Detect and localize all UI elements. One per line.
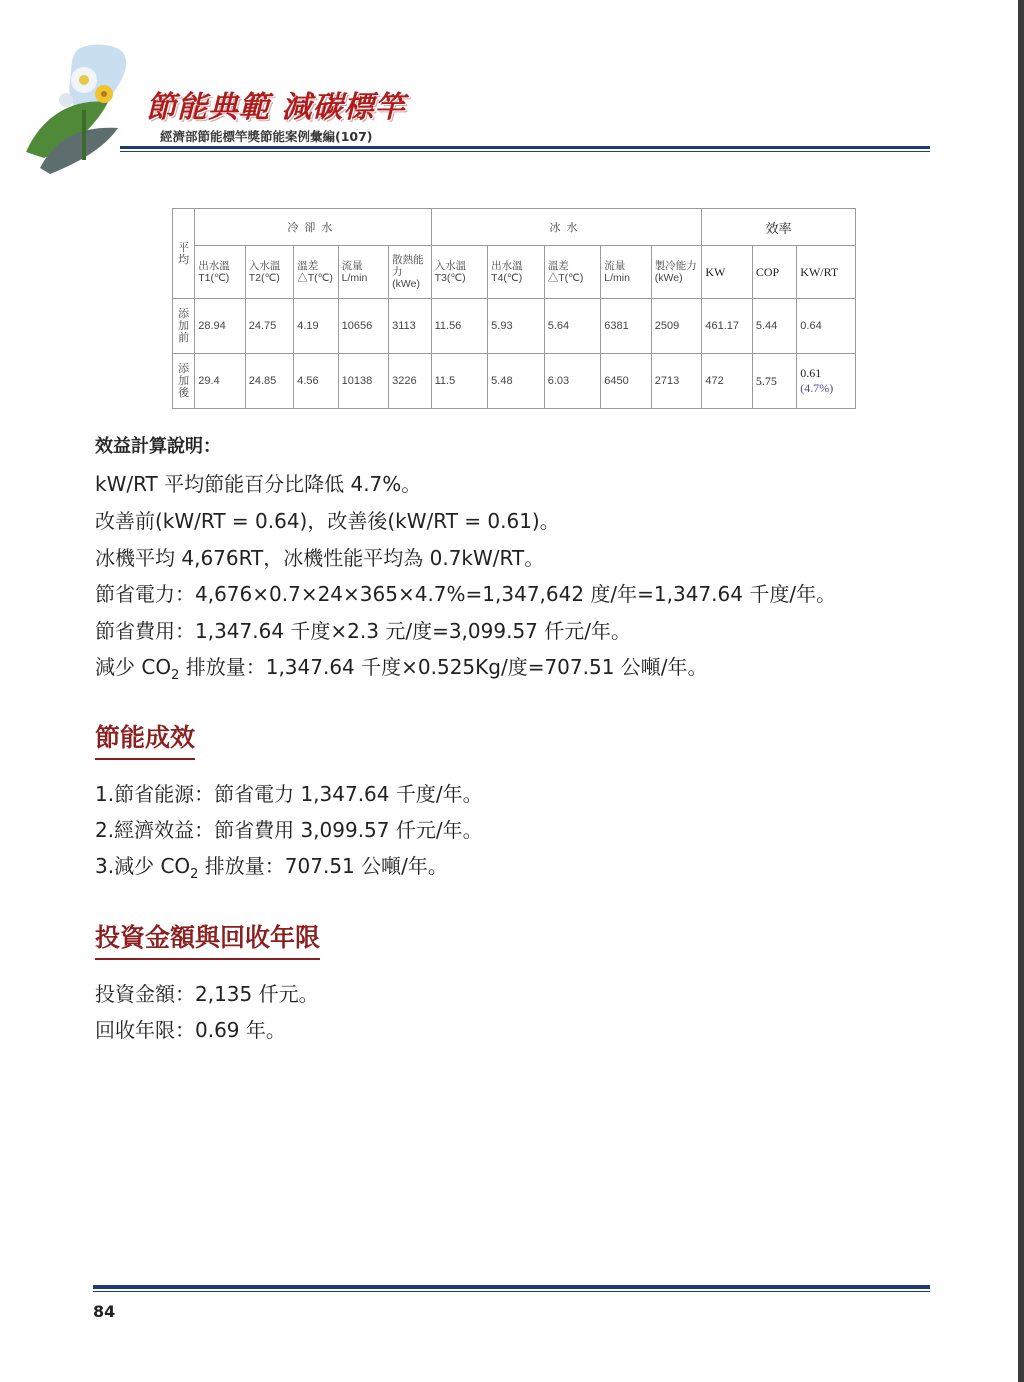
- benefit-line: 節省電力：4,676×0.7×24×365×4.7%=1,347,642 度/年=1,347.64 千度/年。: [95, 582, 837, 606]
- co2-prefix: 減少 CO: [95, 655, 172, 679]
- column-header: 入水溫T3(℃): [431, 246, 488, 299]
- taiwan-leaf-logo: [22, 40, 162, 180]
- benefit-co2-line: [95, 651, 708, 683]
- column-header: COP: [752, 246, 796, 299]
- benefit-line: kW/RT 平均節能百分比降低 4.7%。: [95, 472, 422, 496]
- table-cell: 29.4: [195, 354, 246, 409]
- kwrt-value: 0.61: [800, 366, 822, 380]
- table-cell: 10138: [338, 354, 389, 409]
- table-cell: 3226: [389, 354, 431, 409]
- table-cell: 2713: [651, 354, 702, 409]
- table-cell: 24.75: [245, 299, 293, 354]
- benefit-label: 效益計算說明：: [95, 436, 221, 457]
- kwrt-improvement-note: (4.7%): [800, 381, 834, 395]
- benefit-line: 冰機平均 4,676RT，冰機性能平均為 0.7kW/RT。: [95, 546, 545, 570]
- row-label: 添加後: [173, 354, 195, 409]
- column-header: KW: [702, 246, 753, 299]
- benefit-line: 節省費用：1,347.64 千度×2.3 元/度=3,099.57 仟元/年。: [95, 619, 631, 643]
- table-cell: 0.64: [797, 299, 856, 354]
- table-cell: 6381: [601, 299, 652, 354]
- results-item: 2.經濟效益：節省費用 3,099.57 仟元/年。: [95, 818, 483, 842]
- results-item: 1.節省能源：節省電力 1,347.64 千度/年。: [95, 782, 483, 806]
- header-rule: [120, 146, 930, 149]
- group-efficiency: 效率: [702, 209, 856, 246]
- column-header: 入水溫T2(℃): [245, 246, 293, 299]
- table-cell: 4.56: [294, 354, 338, 409]
- column-header: 流量L/min: [338, 246, 389, 299]
- co2-subscript: 2: [171, 668, 180, 683]
- co2-prefix: 3.減少 CO: [95, 854, 191, 878]
- group-cooling-water: 冷卻水: [195, 209, 431, 246]
- table-cell: 28.94: [195, 299, 246, 354]
- chiller-data-table: [172, 208, 856, 409]
- table-cell: 5.75: [752, 354, 796, 409]
- table-cell: 5.93: [488, 299, 545, 354]
- header-subtitle: 經濟部節能標竿獎節能案例彙編(107): [160, 129, 373, 144]
- investment-amount: 投資金額：2,135 仟元。: [95, 982, 319, 1006]
- table-cell: 5.64: [544, 299, 601, 354]
- column-header: 出水溫T1(℃): [195, 246, 246, 299]
- column-header: 溫差△T(℃): [544, 246, 601, 299]
- column-header: 製冷能力(kWe): [651, 246, 702, 299]
- footer-rule: [93, 1285, 930, 1289]
- table-cell: 6.03: [544, 354, 601, 409]
- page-number: 84: [93, 1302, 116, 1321]
- row-label: 添加前: [173, 299, 195, 354]
- column-header: 出水溫T4(℃): [488, 246, 545, 299]
- table-cell: 2509: [651, 299, 702, 354]
- table-cell: 4.19: [294, 299, 338, 354]
- table-row: [173, 299, 856, 354]
- table-cell: 5.44: [752, 299, 796, 354]
- table-cell: 11.5: [431, 354, 488, 409]
- group-chilled-water: 冰水: [431, 209, 702, 246]
- table-cell: 5.48: [488, 354, 545, 409]
- column-header: 流量L/min: [601, 246, 652, 299]
- column-header: 散熱能力(kWe): [389, 246, 431, 299]
- results-item-co2: [95, 850, 448, 882]
- co2-subscript: 2: [190, 867, 199, 882]
- benefit-line: 改善前(kW/RT = 0.64)，改善後(kW/RT = 0.61)。: [95, 509, 560, 533]
- column-header: 溫差△T(℃): [294, 246, 338, 299]
- table-cell: 24.85: [245, 354, 293, 409]
- table-cell: 461.17: [702, 299, 753, 354]
- page-edge-shadow: [1018, 0, 1024, 1382]
- header-rule-thin: [120, 151, 930, 152]
- header-title: 節能典範 減碳標竿: [146, 90, 406, 125]
- payback-period: 回收年限：0.69 年。: [95, 1018, 286, 1042]
- results-heading: 節能成效: [95, 718, 195, 760]
- column-header: KW/RT: [797, 246, 856, 299]
- co2-suffix: 排放量：707.51 公噸/年。: [198, 854, 448, 878]
- table-cell: 11.56: [431, 299, 488, 354]
- footer-rule-thin: [93, 1291, 930, 1292]
- co2-suffix: 排放量：1,347.64 千度×0.525Kg/度=707.51 公噸/年。: [179, 655, 708, 679]
- table-corner-label: 平均: [173, 209, 195, 299]
- table-cell-kwrt: [797, 354, 856, 409]
- table-cell: 3113: [389, 299, 431, 354]
- table-cell: 10656: [338, 299, 389, 354]
- table-row: [173, 354, 856, 409]
- investment-heading: 投資金額與回收年限: [95, 918, 320, 960]
- table-cell: 6450: [601, 354, 652, 409]
- table-cell: 472: [702, 354, 753, 409]
